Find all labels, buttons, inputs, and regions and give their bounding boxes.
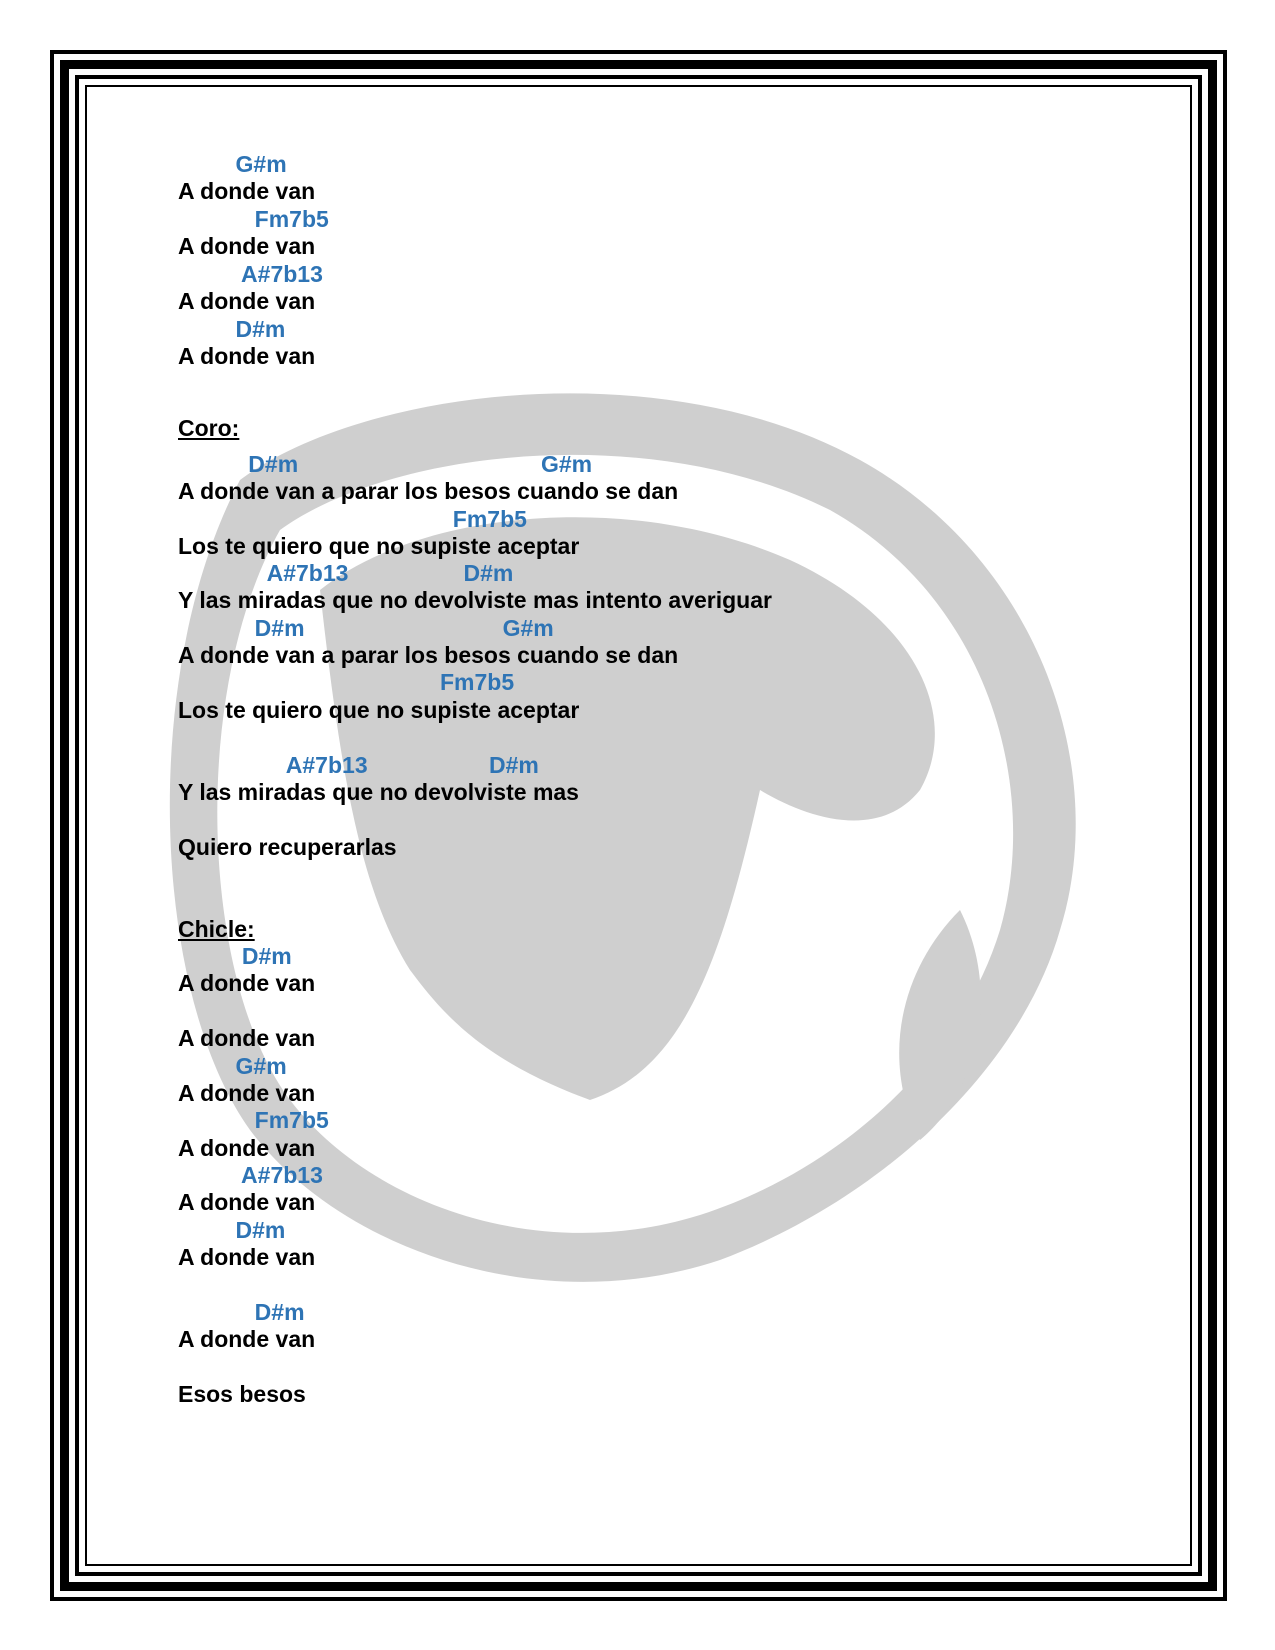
section-heading: Chicle: bbox=[178, 916, 255, 942]
lyric-line: A donde van bbox=[178, 1244, 316, 1270]
lyric-line: Y las miradas que no devolviste mas bbox=[178, 779, 579, 805]
lyric-line: A donde van a parar los besos cuando se dan bbox=[178, 642, 679, 668]
chord-line: A#7b13 bbox=[178, 261, 323, 287]
chord-line: D#m bbox=[178, 943, 292, 969]
chord-line: G#m bbox=[178, 151, 287, 177]
chord-line: Fm7b5 bbox=[178, 206, 329, 232]
lyric-line: Los te quiero que no supiste aceptar bbox=[178, 533, 580, 559]
chord-line: D#m bbox=[178, 1217, 286, 1243]
chord-line: G#m bbox=[178, 1053, 287, 1079]
lyric-line: A donde van bbox=[178, 1135, 316, 1161]
lyric-line: A donde van bbox=[178, 1080, 316, 1106]
lyric-line: Y las miradas que no devolviste mas intento averiguar bbox=[178, 587, 772, 613]
chord-line: D#m G#m bbox=[178, 451, 593, 477]
lyric-line: A donde van bbox=[178, 343, 316, 369]
section-heading: Coro: bbox=[178, 415, 240, 441]
chord-line: A#7b13 D#m bbox=[178, 560, 514, 586]
lyric-line: A donde van bbox=[178, 288, 316, 314]
chord-line: Fm7b5 bbox=[178, 669, 515, 695]
chord-line: D#m bbox=[178, 316, 286, 342]
lyric-line: A donde van bbox=[178, 233, 316, 259]
chord-line: Fm7b5 bbox=[178, 1107, 329, 1133]
lyric-line: A donde van a parar los besos cuando se dan bbox=[178, 478, 679, 504]
chord-line: D#m bbox=[178, 1299, 305, 1325]
chord-line: A#7b13 bbox=[178, 1162, 323, 1188]
lyric-line: Esos besos bbox=[178, 1381, 306, 1407]
lyric-line: A donde van bbox=[178, 178, 316, 204]
lyric-line: Los te quiero que no supiste aceptar bbox=[178, 697, 580, 723]
lyric-line: A donde van bbox=[178, 1326, 316, 1352]
chord-line: Fm7b5 bbox=[178, 506, 527, 532]
lyric-line: A donde van bbox=[178, 1189, 316, 1215]
chord-line: A#7b13 D#m bbox=[178, 752, 539, 778]
chord-line: D#m G#m bbox=[178, 615, 554, 641]
lyric-line: Quiero recuperarlas bbox=[178, 834, 397, 860]
lyric-line: A donde van bbox=[178, 1025, 316, 1051]
lyric-line: A donde van bbox=[178, 970, 316, 996]
